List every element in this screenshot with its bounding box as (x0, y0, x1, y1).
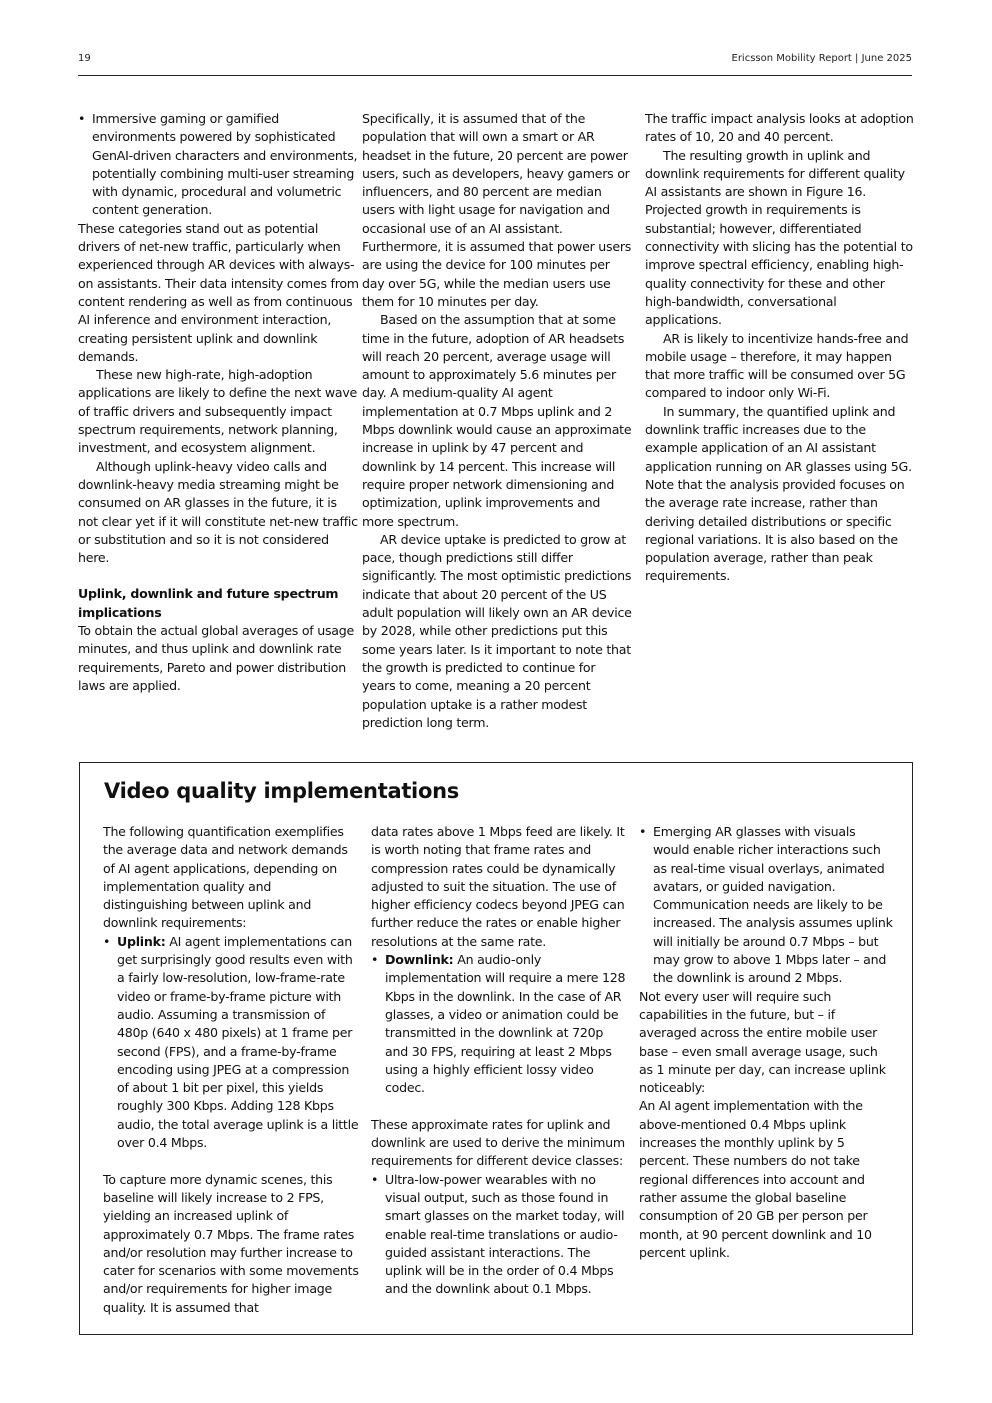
paragraph: Although uplink-heavy video calls and downlink-heavy media streaming might be consumed on AR glasses in the future, it is not clear yet if it will constitute net-new traffic or substitution and so it is not considered here. (78, 458, 358, 566)
downlink-text: An audio-only implementation will require a mere 128 Kbps in the downlink. In the case of AR glasses, a video or animation could be transmitted in the downlink at 720p and 30 FPS, requiring at least 2 Mbps using a highly efficient lossy video codec. (385, 952, 626, 1096)
paragraph: The resulting growth in uplink and downlink requirements for different quality AI assistants are shown in Figure 16. Projected growth in requirements is substantial; however, differentiated connectivity with slicing has the potential to improve spectral efficiency, enabling high-quality connectivity for these and other high-bandwidth, conversational applications. (645, 147, 913, 328)
paragraph: These new high-rate, high-adoption applications are likely to define the next wave of traffic drivers and subsequently impact spectrum requirements, network planning, investment, and ecosystem alignment. (78, 367, 358, 456)
paragraph: Not every user will require such capabilities in the future, but – if averaged across the entire mobile user base – even small average usage, such as 1 minute per day, can increase uplink noticeably: (639, 988, 886, 1096)
report-title: Ericsson Mobility Report | June 2025 (731, 53, 912, 64)
uplink-label: Uplink: (117, 933, 166, 949)
list-item: • Immersive gaming or gamified environments powered by sophisticated GenAI-driven characters and environments, potentially combining multi-user streaming with dynamic, procedural and volumetric content generation. (78, 110, 360, 220)
list-item: • Ultra-low-power wearables with no visual output, such as those found in smart glasses on the market today, will enable real-time translations or audio-guided assistant interactions. The uplink will be in the order of 0.4 Mbps and the downlink about 0.1 Mbps. (371, 1171, 627, 1299)
paragraph: Based on the assumption that at some time in the future, adoption of AR headsets will reach 20 percent, average usage will amount to approximately 5.6 minutes per day. A medium-quality AI agent implementation at 0.7 Mbps uplink and 2 Mbps downlink would cause an approximate increase in uplink by 47 percent and downlink by 14 percent. This increase will require proper network dimensioning and optimization, uplink improvements and more spectrum. (362, 312, 632, 529)
box-column-1 (103, 823, 359, 1317)
header-rule (78, 75, 912, 76)
paragraph: Specifically, it is assumed that of the population that will own a smart or AR headset in the future, 20 percent are power users, such as developers, heavy gamers or influencers, and 80 percent are median users with light usage for navigation and occasional use of an AI assistant. Furthermore, it is assumed that power users are using the device for 100 minutes per day over 5G, while the median users use them for 10 minutes per day. (362, 111, 632, 309)
paragraph: AR is likely to incentivize hands-free and mobile usage – therefore, it may happen that more traffic will be consumed over 5G compared to indoor only Wi-Fi. (645, 330, 909, 401)
box-column-3 (639, 823, 895, 1262)
section-heading: Uplink, downlink and future spectrum implications (78, 586, 339, 620)
paragraph: To obtain the actual global averages of usage minutes, and thus uplink and downlink rate requirements, Pareto and power distribution laws are applied. (78, 623, 354, 693)
list-item: • Emerging AR glasses with visuals would enable richer interactions such as real-time visual overlays, animated avatars, or guided navigation. Communication needs are likely to be increased. The analysis assumes uplink will initially be around 0.7 Mbps – but may grow to above 1 Mbps later – and the downlink is around 2 Mbps. (639, 823, 895, 988)
paragraph: The following quantification exemplifies the average data and network demands of AI agent applications, depending on implementation quality and distinguishing between uplink and downlink requirements: (103, 824, 348, 931)
page-number: 19 (78, 53, 91, 64)
paragraph: In summary, the quantified uplink and downlink traffic increases due to the example application of an AI assistant application running on AR glasses using 5G. Note that the analysis provided focuses on the average rate increase, rather than deriving detailed distributions or specific regional variations. It is also based on the population average, rather than peak requirements. (645, 403, 912, 584)
paragraph: These approximate rates for uplink and downlink are used to derive the minimum requirements for different device classes: (371, 1116, 625, 1169)
paragraph: An AI agent implementation with the above-mentioned 0.4 Mbps uplink increases the monthly uplink by 5 percent. These numbers do not take regional differences into account and rather assume the global baseline consumption of 20 GB per person per month, at 90 percent downlink and 10 percent uplink. (639, 1098, 872, 1260)
paragraph: To capture more dynamic scenes, this baseline will likely increase to 2 FPS, yielding an increased uplink of approximately 0.7 Mbps. The frame rates and/or resolution may further increase to cater for scenarios with some movements and/or requirements for higher image quality. It is assumed that (103, 1171, 359, 1315)
column-1 (78, 110, 360, 695)
paragraph: AR device uptake is predicted to grow at pace, though predictions still differ significantly. The most optimistic predictions indicate that about 20 percent of the US adult population will likely own an AR device by 2028, while other predictions put this some years later. Is it important to note that the growth is predicted to continue for years to come, meaning a 20 percent population uptake is a rather modest prediction long term. (362, 531, 632, 730)
downlink-label: Downlink: (385, 952, 454, 968)
video-quality-box (79, 762, 913, 1335)
column-3 (645, 110, 917, 586)
list-item-uplink (103, 933, 359, 1153)
list-item-downlink (371, 951, 627, 1097)
paragraph: These categories stand out as potential drivers of net-new traffic, particularly when experienced through AR devices with always-on assistants. Their data intensity comes from content rendering as well as from continuous AI inference and environment interaction, creating persistent uplink and downlink demands. (78, 220, 359, 364)
box-column-2 (371, 823, 627, 1299)
uplink-text: AI agent implementations can get surprisingly good results even with a fairly low-resolution, low-frame-rate video or frame-by-frame picture with audio. Assuming a transmission of 480p (640 x 480 pixels) at 1 frame per second (FPS), and a frame-by-frame encoding using JPEG at a compression of about 1 bit per pixel, this yields roughly 300 Kbps. Adding 128 Kbps audio, the total average uplink is a little over 0.4 Mbps. (117, 933, 359, 1151)
box-title: Video quality implementations (104, 779, 459, 803)
paragraph: The traffic impact analysis looks at adoption rates of 10, 20 and 40 percent. (645, 111, 914, 145)
paragraph: data rates above 1 Mbps feed are likely. It is worth noting that frame rates and compression rates could be dynamically adjusted to suit the situation. The use of higher efficiency codecs beyond JPEG can further reduce the rates or enable higher resolutions at the same rate. (371, 824, 625, 949)
column-2 (362, 110, 632, 732)
